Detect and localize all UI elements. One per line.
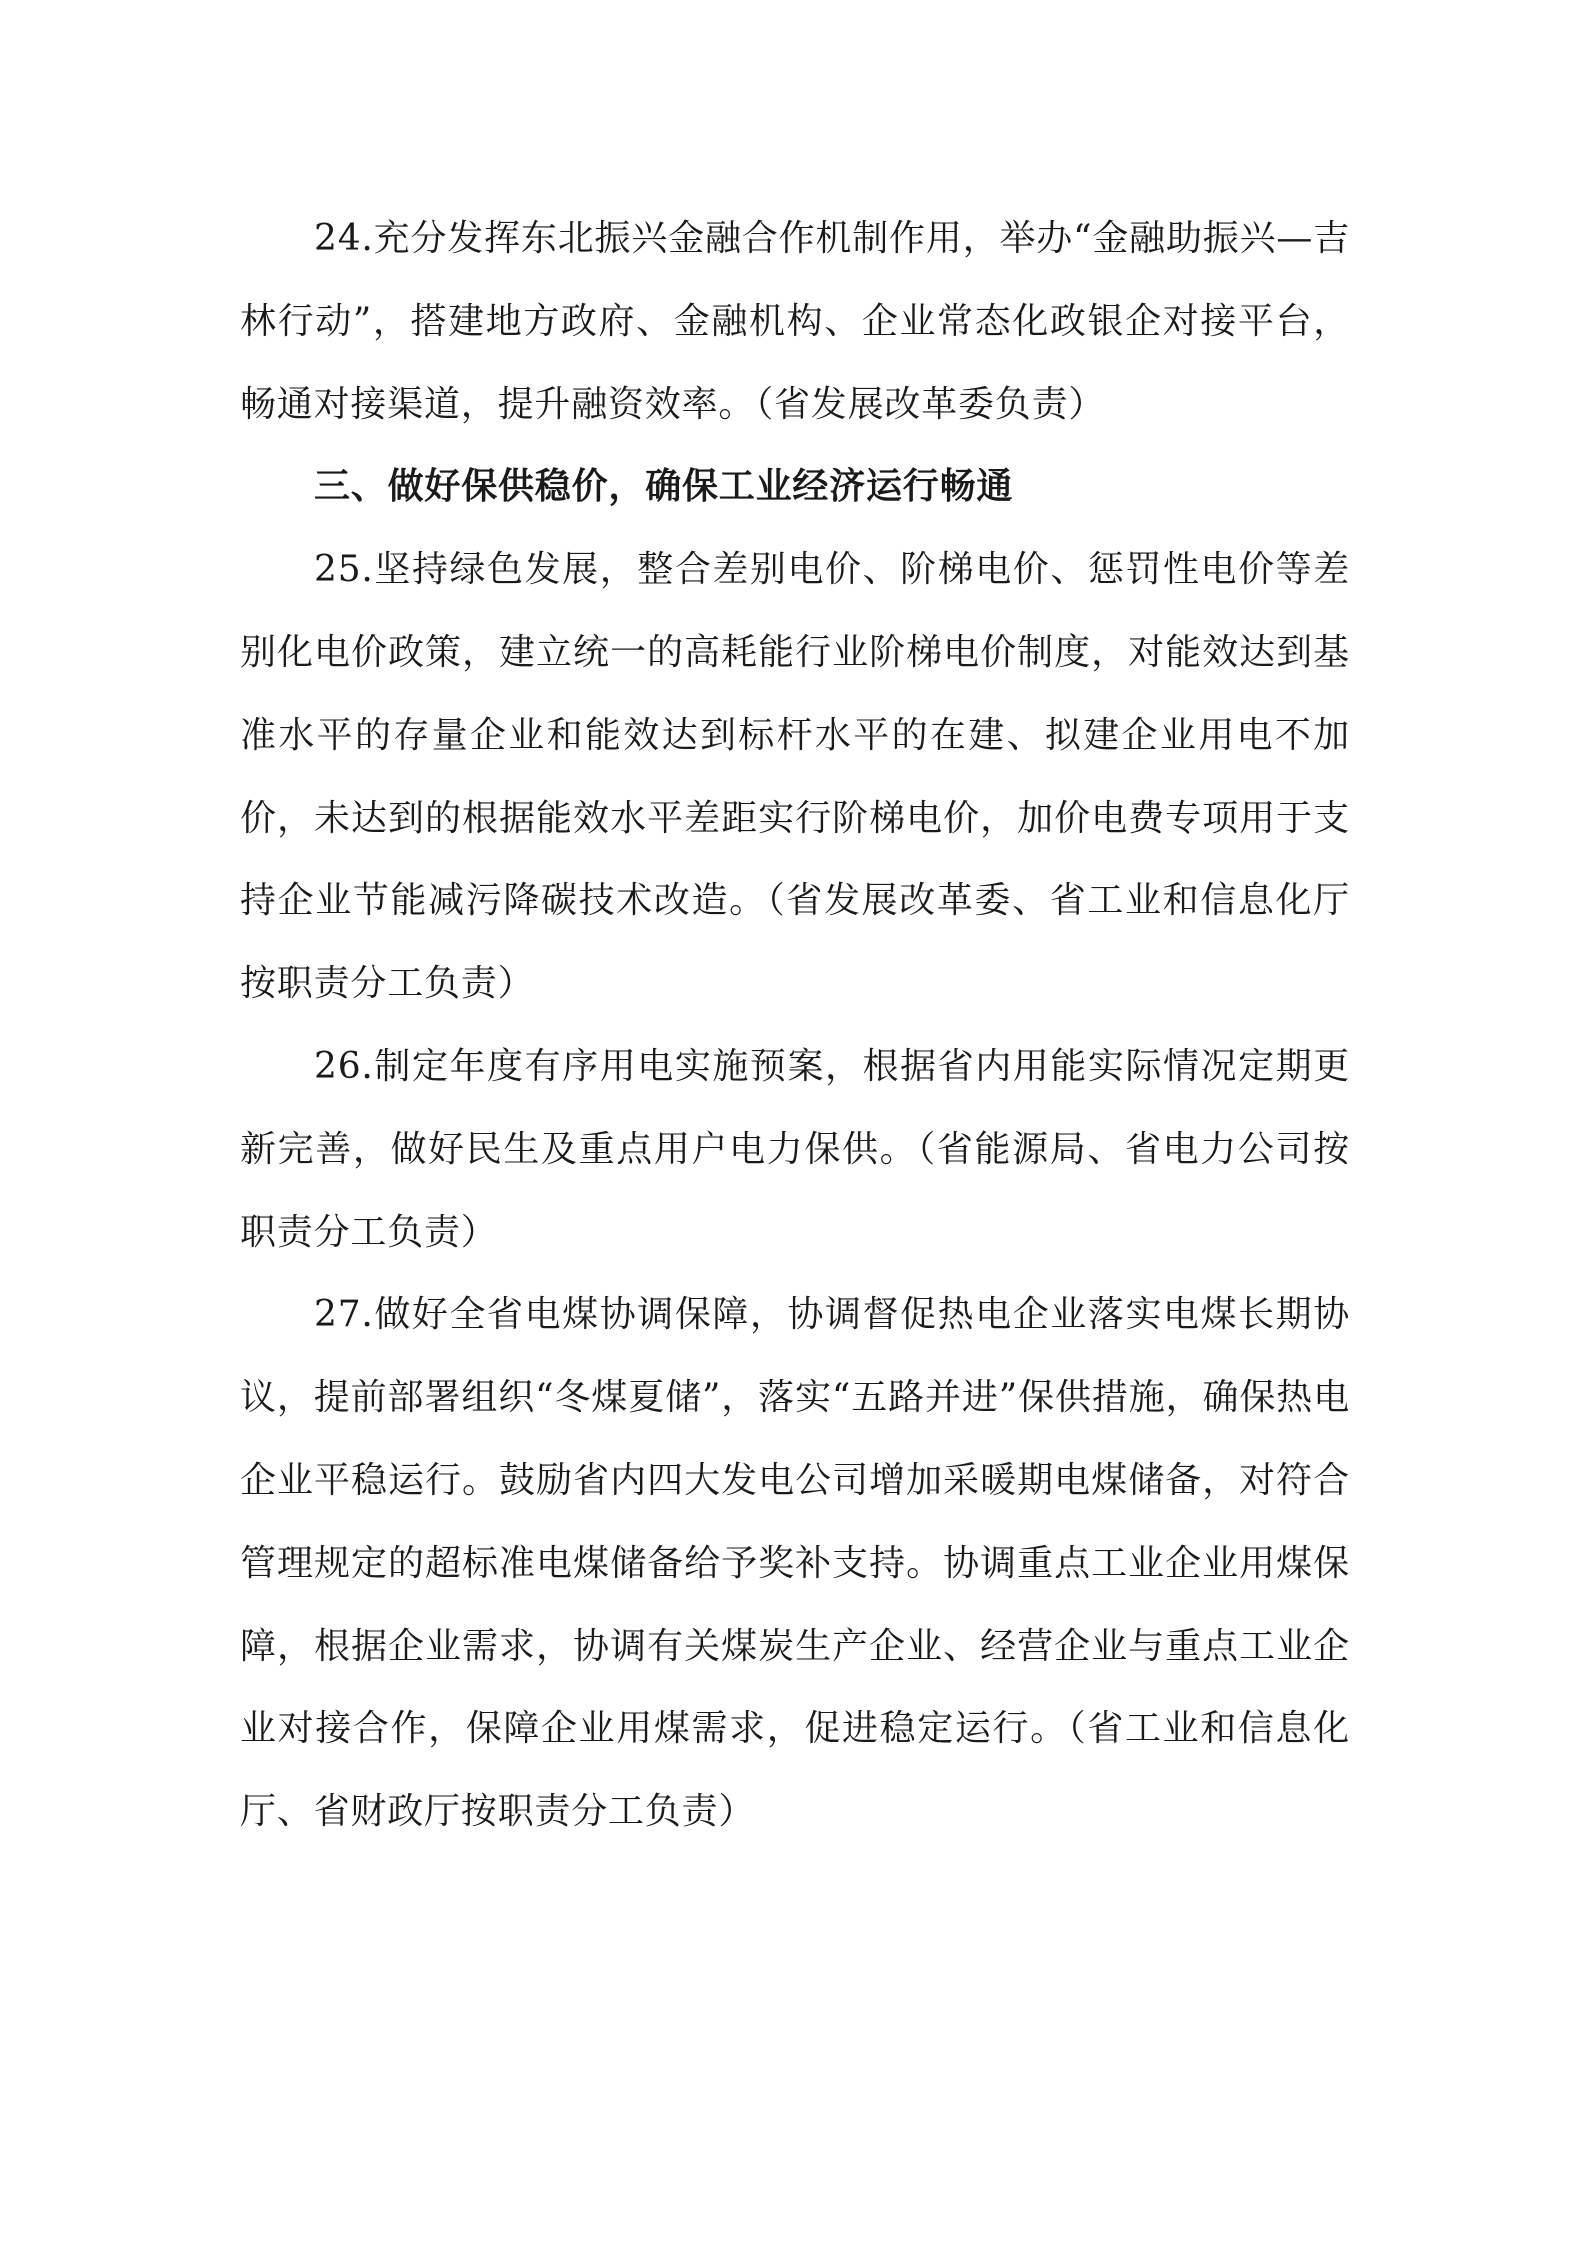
paragraph-24: 24.充分发挥东北振兴金融合作机制作用，举办“金融助振兴—吉林行动”，搭建地方政府、金融机构、企业常态化政银企对接平台，畅通对接渠道，提升融资效率。（省发展改革委负责） xyxy=(240,218,1350,425)
document-body xyxy=(240,198,1350,1854)
section-heading-3: 三、做好保供稳价，确保工业经济运行畅通 xyxy=(314,466,1014,508)
paragraph-25: 25.坚持绿色发展，整合差别电价、阶梯电价、惩罚性电价等差别化电价政策，建立统一的高耗能行业阶梯电价制度，对能效达到基准水平的存量企业和能效达到标杆水平的在建、拟建企业用电不加价，未达到的根据能效水平差距实行阶梯电价，加价电费专项用于支持企业节能减污降碳技术改造。（省发展改革委、省工业和信息化厅按职责分工负责） xyxy=(240,549,1350,1005)
paragraph-26: 26.制定年度有序用电实施预案，根据省内用能实际情况定期更新完善，做好民生及重点用户电力保供。（省能源局、省电力公司按职责分工负责） xyxy=(240,1045,1350,1253)
paragraph-27: 27.做好全省电煤协调保障，协调督促热电企业落实电煤长期协议，提前部署组织“冬煤夏储”，落实“五路并进”保供措施，确保热电企业平稳运行。鼓励省内四大发电公司增加采暖期电煤储备，对符合管理规定的超标准电煤储备给予奖补支持。协调重点工业企业用煤保障，根据企业需求，协调有关煤炭生产企业、经营企业与重点工业企业对接合作，保障企业用煤需求，促进稳定运行。（省工业和信息化厅、省财政厅按职责分工负责） xyxy=(240,1294,1350,1833)
